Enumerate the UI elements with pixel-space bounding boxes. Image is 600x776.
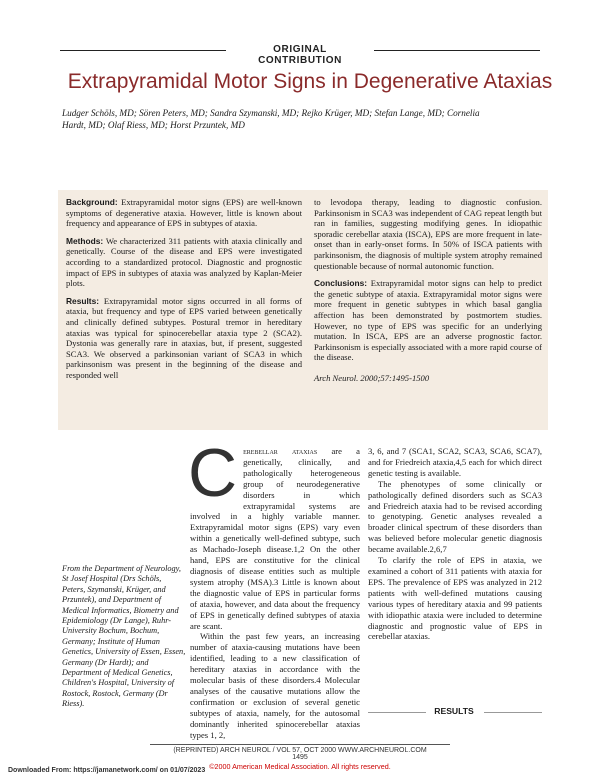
lead-in: erebellar ataxias	[243, 446, 318, 456]
body-paragraph-2: Within the past few years, an increasing number of ataxia-causing mutations have been identified, leading to a new classification of hereditary ataxias in accordance with the molecular basis of these disorders.4 Molecular analyses of the causative mutations allow the confirmation or exclusion of several genetic subtypes of ataxia, namely, for the autosomal dominantly inherited spinocerebellar ataxias types 1, 2,	[190, 631, 360, 740]
section-label: ORIGINAL CONTRIBUTION	[258, 44, 342, 66]
body-column-1	[188, 435, 360, 740]
drop-cap: C	[188, 435, 238, 511]
background-label: Background:	[66, 197, 118, 207]
section-rule-left	[60, 50, 226, 51]
section-rule-right	[374, 50, 540, 51]
footer-page-number: 1495	[292, 754, 308, 761]
download-stamp: Downloaded From: https://jamanetwork.com/ on 01/07/2023	[8, 767, 206, 774]
body-column-2	[368, 446, 542, 642]
author-affiliations: From the Department of Neurology, St Josef Hospital (Drs Schöls, Peters, Szymanski, Krüger, and Przuntek), and Department of Medical Informatics, Biometry and Epidemiology (Dr Lange), Ruhr-University Bochum, Bochum, Germany; Institute of Human Genetics, University of Essen, Essen, Germany (Dr Hardt); and Department of Medical Genetics, Children's Hospital, University of Rostock, Rostock, Germany (Dr Riess).	[62, 564, 186, 709]
methods-text: We characterized 311 patients with ataxia clinically and genetically. Course of the disease and EPS were investigated according to a standardized protocol. Diagnostic and prognostic impact of EPS in subtypes of ataxia was analyzed by Kaplan-Meier plots.	[66, 235, 303, 289]
citation: Arch Neurol. 2000;57:1495-1500	[314, 372, 430, 383]
results-text: Extrapyramidal motor signs occurred in all forms of ataxia, but frequency and type of EPS varied between genetically and clinically defined subtypes. Postural tremor in hereditary ataxias was typical for spinocerebellar ataxia type 2 (SCA2). Dystonia was generally rare in ataxias, but, if present, suggested SCA3. We observed a parkinsonian variant of SCA3 in which parkinsonism was present in the beginning of the disease and responded well	[66, 295, 302, 380]
footer-copyright: ©2000 American Medical Association. All rights reserved.	[209, 762, 391, 771]
abstract-column-right	[314, 197, 542, 391]
conclusions-label: Conclusions:	[314, 278, 368, 289]
results-label: Results:	[66, 295, 100, 306]
abstract-background	[66, 197, 302, 229]
author-list: Ludger Schöls, MD; Sören Peters, MD; Sandra Szymanski, MD; Rejko Krüger, MD; Stefan Lange, MD; Cornelia Hardt, MD; Olaf Riess, MD; Horst Przuntek, MD	[62, 108, 480, 130]
article-title: Extrapyramidal Motor Signs in Degenerative Ataxias	[67, 70, 553, 93]
abstract-methods	[66, 236, 302, 289]
body-paragraph-5: To clarify the role of EPS in ataxia, we examined a cohort of 311 patients with ataxia for EPS. The prevalence of EPS was analyzed in 212 patients with well-defined mutations causing various types of hereditary ataxia and 99 patients with idiopathic ataxia were included to determine diagnostic and prognostic value of EPS in cerebellar ataxias.	[368, 555, 542, 642]
body-paragraph-3: 3, 6, and 7 (SCA1, SCA2, SCA3, SCA6, SCA7), and for Friedreich ataxia,4,5 each for which direct genetic testing is available.	[368, 446, 542, 478]
methods-label: Methods:	[66, 235, 104, 246]
background-text: Extrapyramidal motor signs (EPS) are well-known symptoms of degenerative ataxia. However, little is known about frequency and appearance of EPS in subtypes of ataxia.	[66, 197, 302, 229]
footer-rule	[150, 744, 450, 745]
abstract-results	[66, 296, 302, 381]
abstract-column-left	[66, 197, 302, 388]
abstract-results-continued: to levodopa therapy, leading to diagnostic confusion. Parkinsonism in SCA3 was independent of CAG repeat length but ran in families, suggesting modifying genes. In idiopathic sporadic cerebellar ataxia (ISCA), EPS are more frequent in late-onset than in early-onset forms. In 50% of ISCA patients with parkinsonism, the diagnosis of multiple system atrophy remained questionable because of normal autonomic function.	[314, 197, 542, 271]
intro-text: are a genetically, clinically, and pathologically heterogeneous group of neurodegenerative disorders in which extrapyramidal systems are involved in a highly variable manner. Extrapyramidal motor signs (EPS) vary even within a genetically well-defined subtype, such as Machado-Joseph disease.1,2 On the other hand, EPS are constitutive for the clinical diagnosis of disease entities such as multiple system atrophy (MSA).3 Little is known about the diagnostic value of EPS in particular forms of ataxia, however, and data about the frequency of EPS in genetically defined subtypes of ataxia are scant.	[190, 446, 360, 631]
results-heading: RESULTS	[434, 706, 474, 716]
footer-journal: (REPRINTED) ARCH NEUROL / VOL 57, OCT 2000 WWW.ARCHNEUROL.COM	[173, 747, 427, 754]
results-rule-right	[484, 712, 542, 713]
abstract-conclusions	[314, 278, 542, 363]
conclusions-text: Extrapyramidal motor signs can help to predict the genetic subtype of ataxia. Extrapyramidal motor signs were more frequent in genetic subtypes in which basal ganglia affection has been demonstrated by postmortem studies. However, no type of EPS was specific for an underlying mutation. In ISCA, EPS are an adverse prognostic factor. Parkinsonism is especially associated with a more rapid course of the disease.	[314, 278, 542, 363]
body-paragraph-4: The phenotypes of some clinically or pathologically defined disorders such as SCA3 and Friedreich ataxia had to be revised according to genotyping. Genetic analyses revealed a broader clinical spectrum of these disorders than was believed before molecular genetic diagnosis became available.2,6,7	[368, 478, 542, 555]
intro-paragraph	[188, 435, 360, 631]
